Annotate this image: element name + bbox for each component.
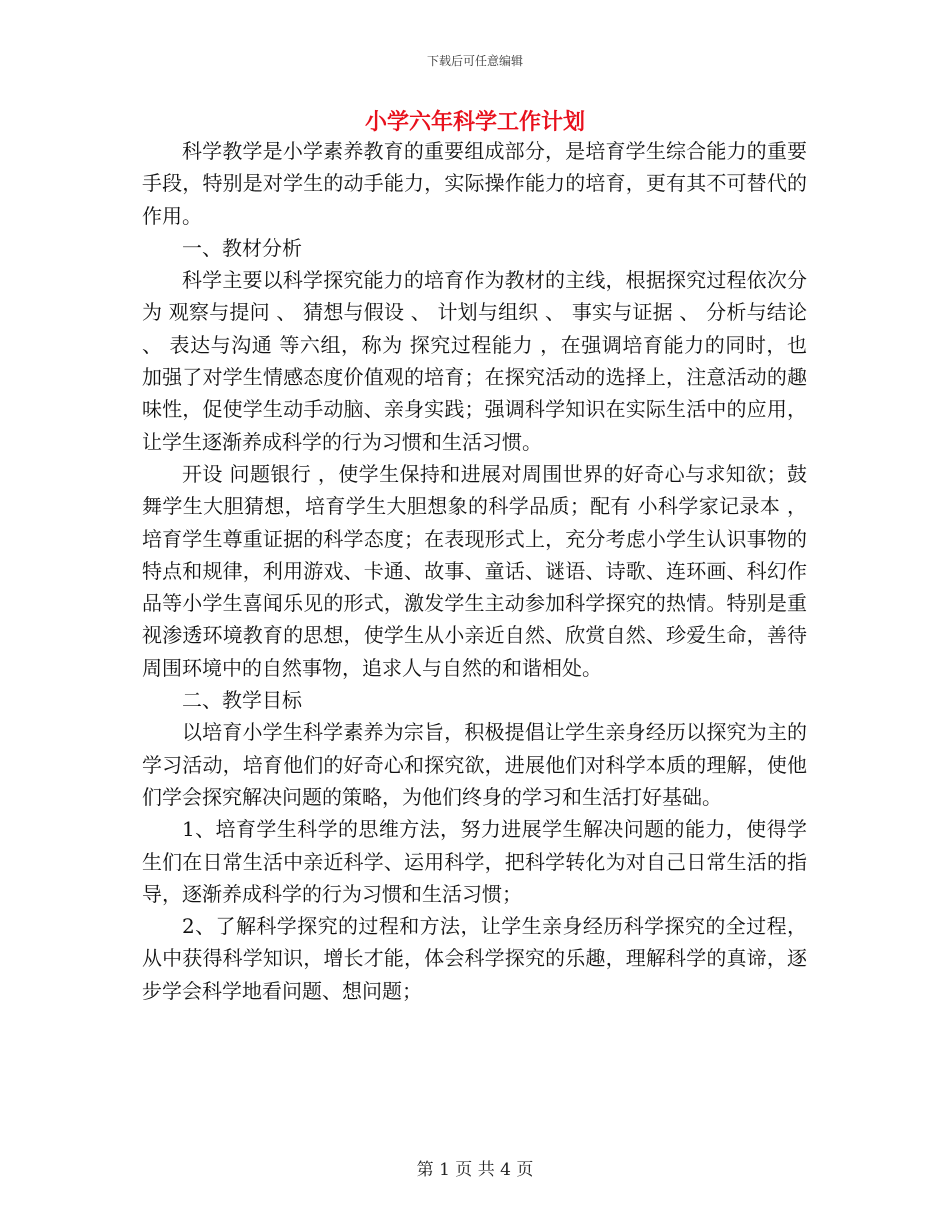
goal-item-1: 1、培育学生科学的思维方法，努力进展学生解决问题的能力，使得学生们在日常生活中亲近科学、运用科学，把科学转化为对自己日常生活的指导，逐渐养成科学的行为习惯和生活习惯；	[142, 817, 807, 906]
intro-paragraph: 科学教学是小学素养教育的重要组成部分，是培育学生综合能力的重要手段，特别是对学生的动手能力，实际操作能力的培育，更有其不可替代的作用。	[142, 139, 807, 228]
body-paragraph: 开设 问题银行 ，使学生保持和进展对周围世界的好奇心与求知欲；鼓舞学生大胆猜想，培育学生大胆想象的科学品质；配有 小科学家记录本 ，培育学生尊重证据的科学态度；在表现形式上，充分考虑小学生认识事物的特点和规律，利用游戏、卡通、故事、童话、谜语、诗歌、连环画、科幻作品等小学生喜闻乐见的形式，激发学生主动参加科学探究的热情。特别是重视渗透环境教育的思想，使学生从小亲近自然、欣赏自然、珍爱生命，善待周围环境中的自然事物，追求人与自然的和谐相处。	[142, 461, 807, 680]
goal-item-2: 2、了解科学探究的过程和方法，让学生亲身经历科学探究的全过程，从中获得科学知识，增长才能，体会科学探究的乐趣，理解科学的真谛，逐步学会科学地看问题、想问题；	[142, 914, 807, 1003]
page-footer: 第 1 页 共 4 页	[416, 1160, 534, 1180]
section-heading-textbook-analysis: 一、教材分析	[182, 235, 302, 260]
document-body	[142, 135, 807, 1007]
header-note: 下载后可任意编辑	[426, 54, 523, 68]
section-heading-teaching-goals: 二、教学目标	[182, 688, 302, 713]
body-paragraph: 科学主要以科学探究能力的培育作为教材的主线，根据探究过程依次分为 观察与提问 、 猜想与假设 、 计划与组织 、 事实与证据 、 分析与结论 、 表达与沟通 等六组，称为 探究过程能力 ，在强调培育能力的同时，也加强了对学生情感态度价值观的培育；在探究活动的选择上，注意活动的趣味性，促使学生动手动脑、亲身实践；强调科学知识在实际生活中的应用，让学生逐渐养成科学的行为习惯和生活习惯。	[142, 268, 807, 454]
document-title: 小学六年科学工作计划	[364, 109, 585, 135]
body-paragraph: 以培育小学生科学素养为宗旨，积极提倡让学生亲身经历以探究为主的学习活动，培育他们的好奇心和探究欲，进展他们对科学本质的理解，使他们学会探究解决问题的策略，为他们终身的学习和生活打好基础。	[142, 720, 807, 809]
